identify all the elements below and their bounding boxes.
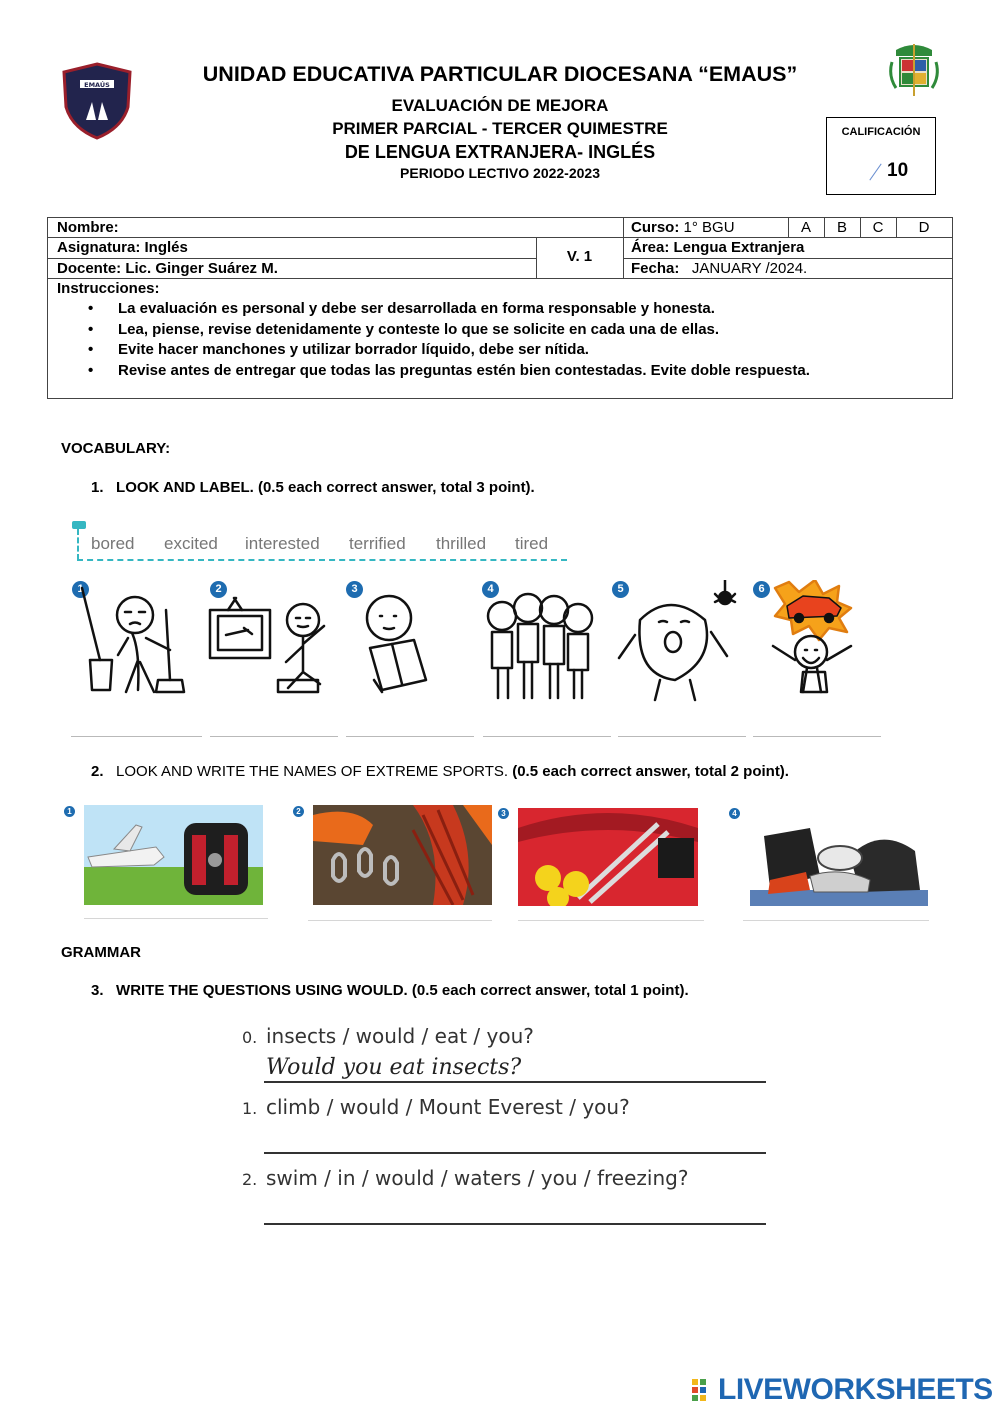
picture-number-6: 6: [753, 581, 770, 598]
date-label: Fecha:: [631, 260, 680, 277]
liveworksheets-icon: [692, 1379, 714, 1401]
question-3-number: 3.: [91, 982, 104, 999]
question-1-title: [91, 479, 535, 496]
question-2-text: LOOK AND WRITE THE NAMES OF EXTREME SPORTS.: [116, 763, 509, 780]
answer-line-sport-2[interactable]: [308, 920, 492, 921]
grade-value: 10: [887, 160, 909, 181]
grade-box: [826, 117, 936, 195]
exercise-prompt-2: swim / in / would / waters / you / freezing?: [266, 1166, 689, 1190]
course-value: 1° BGU: [683, 219, 735, 236]
grammar-heading: GRAMMAR: [61, 944, 141, 961]
cartoon-excited: [773, 580, 851, 692]
area-label: Área: Lengua Extranjera: [631, 239, 805, 256]
photo-number-4: 4: [729, 808, 740, 819]
table-rule: [623, 218, 624, 278]
instruction-item: • Evite hacer manchones y utilizar borrador líquido, debe ser nítida.: [88, 341, 810, 362]
instructions-list: [88, 300, 810, 382]
instruction-item: • Lea, piense, revise detenidamente y conteste lo que se solicite en cada una de ellas.: [88, 321, 810, 342]
partial-title: PRIMER PARCIAL - TERCER QUIMESTRE: [332, 119, 668, 138]
climbing-gear-photo: [313, 805, 492, 905]
exercise-prompt-0: insects / would / eat / you?: [266, 1024, 534, 1048]
question-2-title: [91, 763, 789, 780]
answer-line-sport-1[interactable]: [84, 918, 268, 919]
answer-line-4[interactable]: [483, 736, 611, 737]
answer-line-grammar-0: [264, 1081, 766, 1083]
picture-number-5: 5: [612, 581, 629, 598]
skydiving-photo: [84, 805, 263, 905]
answer-line-5[interactable]: [618, 736, 746, 737]
photo-number-2: 2: [293, 806, 304, 817]
cartoon-terrified: [619, 580, 735, 700]
picture-number-1: 1: [72, 581, 89, 598]
exercise-number-1: 1.: [242, 1099, 258, 1118]
subject-title: DE LENGUA EXTRANJERA- INGLÉS: [344, 142, 656, 162]
date-field: [631, 260, 807, 277]
word-box-border: [77, 529, 79, 560]
grade-label: CALIFICACIÓN: [841, 126, 921, 138]
parallel-b: B: [836, 219, 847, 236]
word-box-tab: [72, 521, 86, 529]
picture-number-3: 3: [346, 581, 363, 598]
word-excited: excited: [164, 534, 218, 553]
period-title: PERIODO LECTIVO 2022-2023: [400, 165, 600, 181]
teacher-label: Docente: Lic. Ginger Suárez M.: [57, 260, 278, 277]
word-thrilled: thrilled: [436, 534, 487, 553]
course-label: Curso:: [631, 219, 680, 236]
question-2-points: (0.5 each correct answer, total 2 point).: [512, 763, 789, 780]
word-interested: interested: [245, 534, 320, 553]
answer-line-grammar-2[interactable]: [264, 1223, 766, 1225]
exercise-prompt-1: climb / would / Mount Everest / you?: [266, 1095, 630, 1119]
student-info-table: [47, 217, 953, 399]
question-3-text: WRITE THE QUESTIONS USING WOULD. (0.5 each correct answer, total 1 point).: [116, 982, 689, 999]
cartoon-tired: [82, 588, 184, 692]
version-label: V. 1: [566, 248, 593, 265]
photo-number-3: 3: [498, 808, 509, 819]
word-tired: tired: [515, 534, 549, 553]
subject-label: Asignatura: Inglés: [57, 239, 188, 256]
picture-number-4: 4: [482, 581, 499, 598]
rafting-photo: [518, 808, 698, 906]
exercise-answer-0: Would you eat insects?: [266, 1055, 522, 1080]
table-rule: [48, 237, 952, 238]
vocabulary-heading: VOCABULARY:: [61, 440, 171, 457]
exercise-number-2: 2.: [242, 1170, 258, 1189]
instructions-label: Instrucciones:: [57, 280, 160, 297]
question-2-number: 2.: [91, 763, 104, 780]
answer-line-grammar-1[interactable]: [264, 1152, 766, 1154]
table-rule: [48, 258, 536, 259]
diocese-seal-icon: [886, 42, 942, 98]
school-name: UNIDAD EDUCATIVA PARTICULAR DIOCESANA “EMAUS”: [202, 62, 798, 86]
answer-line-sport-3[interactable]: [518, 920, 704, 921]
answer-line-sport-4[interactable]: [743, 920, 929, 921]
cartoon-group: [488, 594, 592, 698]
exam-title: EVALUACIÓN DE MEJORA: [391, 96, 609, 115]
emotion-cartoons: [70, 580, 890, 705]
instruction-item: • Revise antes de entregar que todas las preguntas estén bien contestadas. Evite doble respuesta.: [88, 362, 810, 383]
name-label: Nombre:: [57, 219, 119, 236]
question-1-number: 1.: [91, 479, 104, 496]
question-1-text: LOOK AND LABEL. (0.5 each correct answer, total 3 point).: [116, 479, 535, 496]
parallel-d: D: [918, 219, 930, 236]
instruction-item: • La evaluación es personal y debe ser desarrollada en forma responsable y honesta.: [88, 300, 810, 321]
parallel-c: C: [872, 219, 884, 236]
cartoon-interested: [367, 596, 426, 692]
logo-text: EMAÚS: [84, 81, 110, 89]
parallel-a: A: [800, 219, 811, 236]
cartoon-bored: [210, 598, 324, 692]
date-value: JANUARY /2024.: [691, 260, 808, 277]
photo-number-1: 1: [64, 806, 75, 817]
snowboard-gear-photo: [750, 806, 928, 906]
word-box-border: [77, 559, 567, 561]
word-bored: bored: [91, 534, 135, 553]
answer-line-1[interactable]: [71, 736, 202, 737]
answer-line-3[interactable]: [346, 736, 474, 737]
answer-line-6[interactable]: [753, 736, 881, 737]
question-3-title: [91, 982, 689, 999]
grade-slash: [869, 164, 881, 181]
liveworksheets-brand: LIVEWORKSHEETS: [718, 1373, 993, 1406]
exercise-number-0: 0.: [242, 1028, 258, 1047]
table-rule: [48, 278, 952, 279]
course-field: [631, 219, 735, 236]
word-terrified: terrified: [349, 534, 406, 553]
table-rule: [623, 258, 952, 259]
answer-line-2[interactable]: [210, 736, 338, 737]
picture-number-2: 2: [210, 581, 227, 598]
